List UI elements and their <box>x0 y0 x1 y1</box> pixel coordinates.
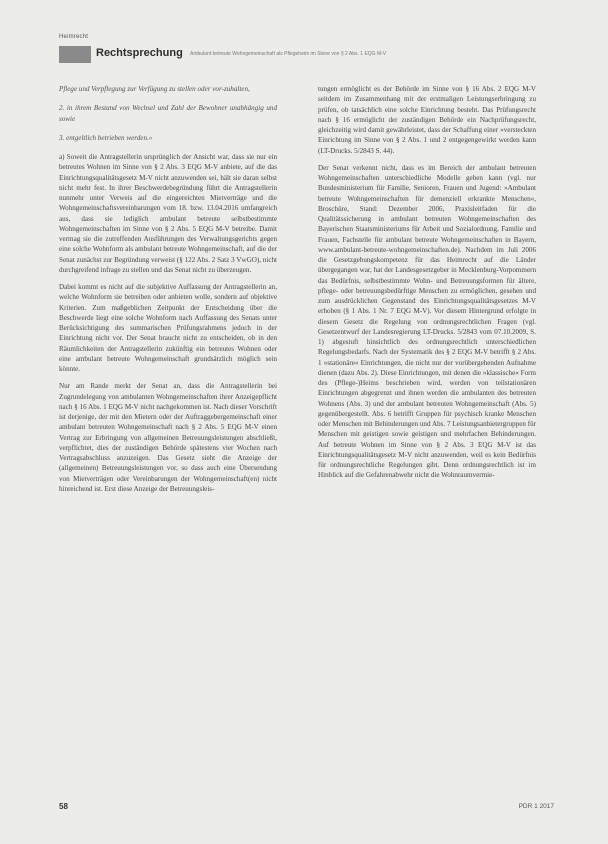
header-subtitle: Ambulant betreute Wohngemeinschaft als Pflegeheim im Sinne von § 2 Abs. 1 EQG M-V <box>190 51 387 57</box>
section-label: Heimrecht <box>59 34 89 40</box>
page-number: 58 <box>59 802 68 811</box>
header-title: Rechtsprechung <box>96 47 183 59</box>
body-paragraph: tungen ermöglicht es der Behörde im Sinne von § 16 Abs. 2 EQG M-V seitdem im Zusammenhang mit der erstmaligen Leistungserbringung zu prüfen, ob tatsächlich eine solche Einrichtung besteht. Das Prüfungsrecht nach § 16 ermöglicht der zuständigen Behörde ein Nachprüfungsrecht, gleichzeitig wird damit gewährleistet, dass der Schaffung einer »versteckten Einrichtung im Sinne von § 2 Abs. 1 und 2 entgegengewirkt werden kann (LT-Drucks. 5/2843 S. 44). <box>318 85 536 155</box>
body-paragraph: Dabei kommt es nicht auf die subjektive Auffassung der Antragstellerin an, welche Wohnform sie betreiben oder anbieten wolle, sondern auf objektive Kriterien. Zum maßgeblichen Zeitpunkt der Entscheidung über die Beschwerde liegt eine solche Wohnform nach Auffassung des Senats unter Berücksichtigung des summarischen Prüfungsrahmens jedoch in der Einrichtung nicht vor. Der Senat braucht nicht zu entscheiden, ob in den Räumlichkeiten der Antragstellerin zukünftig ein betreutes Wohnen oder eine ambulant betreute Wohngemeinschaft grundsätzlich möglich sein könnte. <box>59 283 277 373</box>
page-header <box>59 42 557 64</box>
left-column <box>59 84 277 501</box>
italic-paragraph: Pflege und Verpflegung zur Verfügung zu stellen oder vor-zuhalten, <box>59 85 250 93</box>
body-paragraph: Der Senat verkennt nicht, dass es im Bereich der ambulant betreuten Wohngemeinschaften unterschiedliche Modelle geben kann (vgl. nur Bundesministerium für Familie, Senioren, Frauen und Jugend: »Ambulant betreute Wohngemeinschaften für demenziell erkrankte Menschen«, Broschüre, Stand: Dezember 2006, Praxisleitfaden für die Qualitätssicherung in ambulant betreuten Wohngemeinschaften des Bayerischen Staatsministeriums für Arbeit und Sozialordnung, Familie und Frauen, Fachstelle für ambulant betreute Wohngemeinschaften in Bayern, www.ambulant-betreute-wohngemeinschaften.de). Nachdem im Juli 2006 die Gesetzgebungskompetenz für das Heimrecht auf die Länder übergegangen war, hat der Landesgesetzgeber in Mecklenburg-Vorpommern das Bedürfnis, selbstbestimmte Wohn- und Betreuungsformen für ältere, pflege- oder betreuungsbedürftige Menschen zu ermöglichen, gesehen und zum ausdrücklichen Gegenstand des Einrichtungsqualitätsgesetzes M-V erhoben (§ 1 Abs. 1 Nr. 7 EQG M-V). Vor diesem Hintergrund erfolgte in diesem Gesetz die Regelung von ordnungsrechtlichen Fragen (vgl. Gesetzentwurf der Landesregierung LT-Drucks. 5/2843 vom 07.10.2009, S. 1) abgestuft hinsichtlich des ordnungsrechtlich unterschiedlichen Regelungsbedarfs. Nach der Systematik des § 2 EQG M-V betrifft § 2 Abs. 1 »stationäre« Einrichtungen, die nicht nur der vorübergehenden Aufnahme dienen (dazu Abs. 2). Diese Einrichtungen, mit denen die »klassische« Form des (Pflege-)Heims beschrieben wird, werden von teilstationären Einrichtungen abgegrenzt und ihnen werden die ambulanten des betreuten Wohnens (Abs. 3) und der ambulant betreuten Wohngemeinschaft (Abs. 5) gegenübergestellt. Abs. 6 betrifft Gruppen für psychisch kranke Menschen oder Menschen mit Behinderungen und Abs. 7 Leistungsanbietergruppen für Menschen mit geistigen sowie geistigen und mehrfachen Behinderungen. Auf betreute Wohnen im Sinne von § 2 Abs. 3 EQG M-V ist das Einrichtungsqualitätsgesetz M-V nicht anzuwenden, weil es kein Bedürfnis für ordnungsrechtliche Regelungen gibt. Denn ordnungsrechtlich ist im Hinblick auf die Gefahrenabwehr nicht die Wohnraumvermie- <box>318 163 536 480</box>
right-column <box>318 84 536 488</box>
body-paragraph: a) Soweit die Antragstellerin ursprünglich der Ansicht war, dass sie nur ein betreutes Wohnen im Sinne von § 2 Abs. 3 EQG M-V anbiete, auf die das Einrichtungsqualitätsgesetz M-V nicht anzuwenden sei, hält sie daran selbst nicht mehr fest. In ihrer Beschwerdebegründung führt die Antragstellerin nunmehr unter Verweis auf die eingereichten Mietverträge und die Wohngemeinschaftsvereinbarungen vom 18. bzw. 13.04.2016 umfangreich aus, dass sie lediglich ambulant betreute selbstbestimmte Wohngemeinschaften im Sinne von § 2 Abs. 5 EQG M-V betreibe. Damit vermag sie die zutreffenden Ausführungen des Verwaltungsgerichts gegen eine solche Wohnform als ambulant betreute Wohngemeinschaft, auf die der Senat zunächst zur Begründung verweist (§ 122 Abs. 2 Satz 3 VwGO), nicht durchgreifend infrage zu stellen und das Senat nicht zu überzeugen. <box>59 153 277 274</box>
italic-paragraph: 3. entgeltlich betrieben werden.« <box>59 133 153 142</box>
journal-reference: PDR 1 2017 <box>518 803 554 810</box>
body-paragraph: Nur am Rande merkt der Senat an, dass die Antragstellerin bei Zugrundelegung von ambulanten Wohngemeinschaften ihrer Anzeigepflicht nach § 16 Abs. 1 EQG M-V nicht nachgekommen ist. Nach dieser Vorschrift ist derjenige, der mit den Mietern oder der Auftraggebergemeinschaft einer ambulant betreuten Wohngemeinschaft nach § 2 Abs. 5 EQG M-V einen Vertrag zur Erbringung von allgemeinen Betreuungsleistungen abschließt, verpflichtet, dies der zuständigen Behörde spätestens vier Wochen nach Vertragsabschluss anzuzeigen. Das Gesetz sieht die Anzeige der (allgemeinen) Betreuungsleistungen vor, so dass auch eine Übersendung von Mietverträgen oder Vereinbarungen der Wohngemeinschaft(en) nicht hinreichend ist. Erst diese Anzeige der Betreuungsleis- <box>59 382 277 493</box>
italic-paragraph: 2. in ihrem Bestand von Wechsel und Zahl der Bewohner unabhängig und sowie <box>59 104 277 123</box>
header-marker-bar <box>59 46 91 63</box>
